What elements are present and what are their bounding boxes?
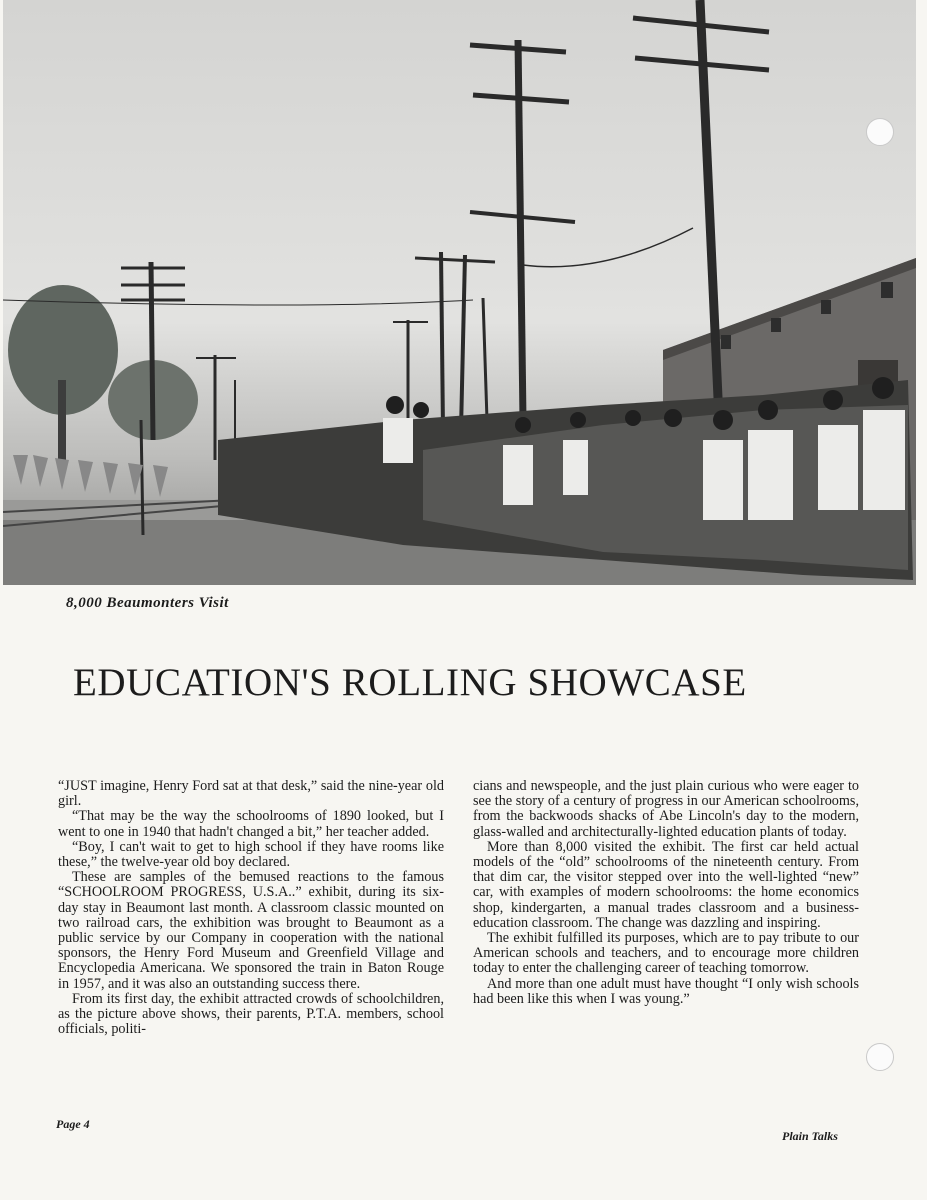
paragraph: cians and newspeople, and the just plain curious who were eager to see the story of a century of progress in our American schoolrooms, from the backwoods shacks of Abe Lincoln's day to the modern, glass-walled and architecturally-lighted education plants of today. xyxy=(473,778,859,840)
article-column-2 xyxy=(473,779,859,1007)
binder-hole-top xyxy=(866,118,894,146)
binder-hole-bottom xyxy=(866,1043,894,1071)
paragraph: From its first day, the exhibit attracted crowds of schoolchildren, as the picture above shows, their parents, P.T.A. members, school officials, politi- xyxy=(58,990,444,1038)
page-title: EDUCATION'S ROLLING SHOWCASE xyxy=(73,661,747,704)
paragraph: These are samples of the bemused reactions to the famous “SCHOOLROOM PROGRESS, U.S.A..” exhibit, during its six-day stay in Beaumont last month. A classroom classic mounted on two railroad cars, the exhibition was brought to Beaumont as a public service by our Company in cooperation with the national sponsors, the Henry Ford Museum and Greenfield Village and Encyclopedia Americana. We sponsored the train in Baton Rouge in 1957, and it was also an outstanding success there. xyxy=(58,869,444,992)
paragraph: And more than one adult must have thought “I only wish schools had been like this when I was young.” xyxy=(473,975,859,1007)
paragraph: The exhibit fulfilled its purposes, which are to pay tribute to our American schools and teachers, and to encourage more children today to enter the challenging career of teaching tomorrow. xyxy=(473,930,859,977)
paragraph: “Boy, I can't wait to get to high school if they have rooms like these,” the twelve-year old boy declared. xyxy=(58,838,444,871)
photo-caption: 8,000 Beaumonters Visit xyxy=(66,595,229,611)
article-column-1 xyxy=(58,779,444,1037)
publication-name: Plain Talks xyxy=(782,1129,838,1143)
paragraph: “That may be the way the schoolrooms of 1890 looked, but I went to one in 1940 that hadn't changed a bit,” her teacher added. xyxy=(58,808,444,840)
paragraph: “JUST imagine, Henry Ford sat at that desk,” said the nine-year old girl. xyxy=(58,778,444,810)
crowd-photo-drawing xyxy=(3,0,916,585)
paragraph: More than 8,000 visited the exhibit. The first car held actual models of the “old” schoolrooms of the nineteenth century. From that dim car, the visitor stepped over into the well-lighted “new” car, with examples of modern schoolrooms: the home economics shop, kindergarten, a manual trades classroom and a business-education classroom. The change was dazzling and inspiring. xyxy=(473,838,859,931)
crowd-photo xyxy=(3,0,916,585)
page-number: Page 4 xyxy=(56,1117,90,1131)
